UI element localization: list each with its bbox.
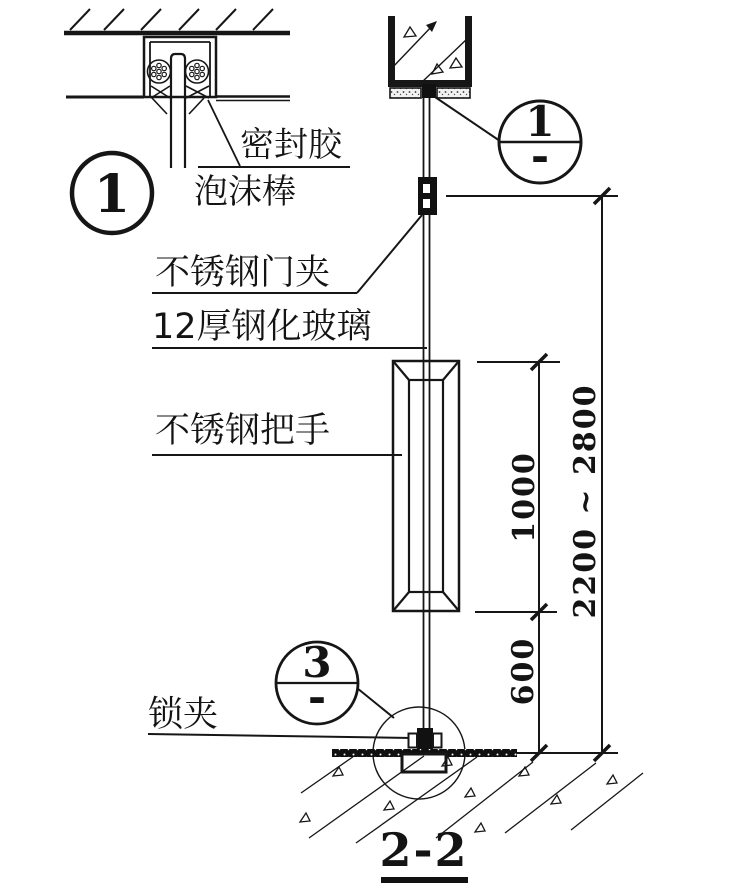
foam-bubble <box>200 66 204 70</box>
door-clamp-label: 不锈钢门夹 <box>155 253 331 293</box>
dim-text-handle-height: 1000 <box>507 451 542 543</box>
glass-label-group <box>152 307 427 348</box>
foam-bubble <box>157 63 161 67</box>
lock-clamp-tab-right <box>433 734 442 748</box>
hatch-tick <box>70 9 90 30</box>
handle-label: 不锈钢把手 <box>155 411 331 451</box>
aggregate-triangle <box>404 27 416 37</box>
handle-bevel <box>443 592 459 611</box>
lock-clamp-tab-left <box>409 734 418 748</box>
foam-bubble <box>152 72 156 76</box>
ground-hatch <box>300 754 643 843</box>
dim-text-lock-height: 600 <box>506 636 541 706</box>
channel-flare-right <box>189 98 204 114</box>
foam-rod-label: 泡沫棒 <box>194 172 296 212</box>
head-channel-strip-left <box>390 88 421 98</box>
section-title-underline <box>381 877 468 883</box>
detail-1-leader-line <box>435 97 500 141</box>
detail-bubble-number: 1 <box>525 97 555 146</box>
door-clamp-leader-line <box>357 215 422 293</box>
hatch-tick <box>104 9 124 30</box>
detail-bubble-sheet: - <box>307 672 327 723</box>
detail-3-bubble <box>276 638 394 724</box>
concrete-beam <box>388 16 472 98</box>
hatch-tick <box>253 9 273 30</box>
sealant-leader-line <box>208 100 240 166</box>
door-clamp-notch <box>423 184 430 193</box>
head-channel-strip-right <box>437 88 470 98</box>
section-title-text: 2-2 <box>379 823 469 877</box>
aggregate-triangle <box>333 767 343 776</box>
hatch-tick <box>216 9 236 30</box>
ground-hatch-line <box>571 773 643 830</box>
beam-rebar-line <box>421 38 468 83</box>
foam-bubble <box>195 69 199 73</box>
handle-inner <box>409 380 443 592</box>
hatch-tick <box>179 9 199 30</box>
glass-edge-plan <box>171 54 185 168</box>
aggregate-triangle <box>450 58 462 68</box>
foam-bubble <box>162 66 166 70</box>
detail-1-plan <box>64 9 350 233</box>
lock-clamp-fitting <box>409 728 442 751</box>
foam-bubble <box>152 66 156 70</box>
aggregate-triangle <box>607 775 617 784</box>
sealant-label: 密封胶 <box>240 125 342 165</box>
floor-assembly <box>300 707 643 843</box>
aggregate-triangle <box>384 801 394 810</box>
ceiling-hatch <box>70 9 273 30</box>
aggregate-triangle <box>300 813 310 822</box>
foam-bubble <box>195 75 199 79</box>
dim-text-door-range: 2200 ~ 2800 <box>568 383 603 619</box>
handle-label-group <box>152 411 402 455</box>
foam-bubble <box>190 66 194 70</box>
section-title <box>379 823 468 883</box>
ground-hatch-line <box>301 754 357 793</box>
handle <box>393 361 459 611</box>
door-clamp-notch <box>423 199 430 208</box>
handle-bevel <box>443 361 459 380</box>
aggregate-triangle <box>465 788 475 797</box>
handle-bevel <box>393 592 409 611</box>
tempered-glass-label: 12厚钢化玻璃 <box>152 307 372 347</box>
foam-bubble <box>195 63 199 67</box>
detail-3-leader-line <box>357 688 394 718</box>
foam-bubble <box>190 72 194 76</box>
detail-1-bubble <box>435 97 581 183</box>
handle-bevel <box>393 361 409 380</box>
foam-bubble <box>157 69 161 73</box>
hatch-tick <box>141 9 161 30</box>
foam-rod-left <box>148 60 171 83</box>
detail-bubble-number: 3 <box>302 638 332 687</box>
door-clamp-body <box>418 177 437 215</box>
door-clamp-fitting <box>418 177 437 215</box>
detail-bubble-sheet: - <box>530 131 550 182</box>
lock-clamp-leader-line <box>148 734 412 738</box>
foam-bubble <box>162 72 166 76</box>
lock-clamp-label: 锁夹 <box>148 695 219 735</box>
detail-1-plan-bubble <box>72 153 152 233</box>
door-clamp-label-group <box>152 215 422 293</box>
aggregate-triangle <box>432 64 443 74</box>
foam-bubble <box>200 72 204 76</box>
lock-clamp-body <box>417 728 433 751</box>
channel-flare-left <box>152 98 167 114</box>
top-glass-clamp-block <box>422 84 436 98</box>
dimensions <box>446 188 618 761</box>
detail-bubble-number: 1 <box>93 164 131 225</box>
foam-bubble <box>157 75 161 79</box>
foam-rod-right <box>186 60 209 83</box>
main-section <box>148 16 643 883</box>
handle-outer <box>393 361 459 611</box>
aggregate-triangle <box>475 823 485 832</box>
